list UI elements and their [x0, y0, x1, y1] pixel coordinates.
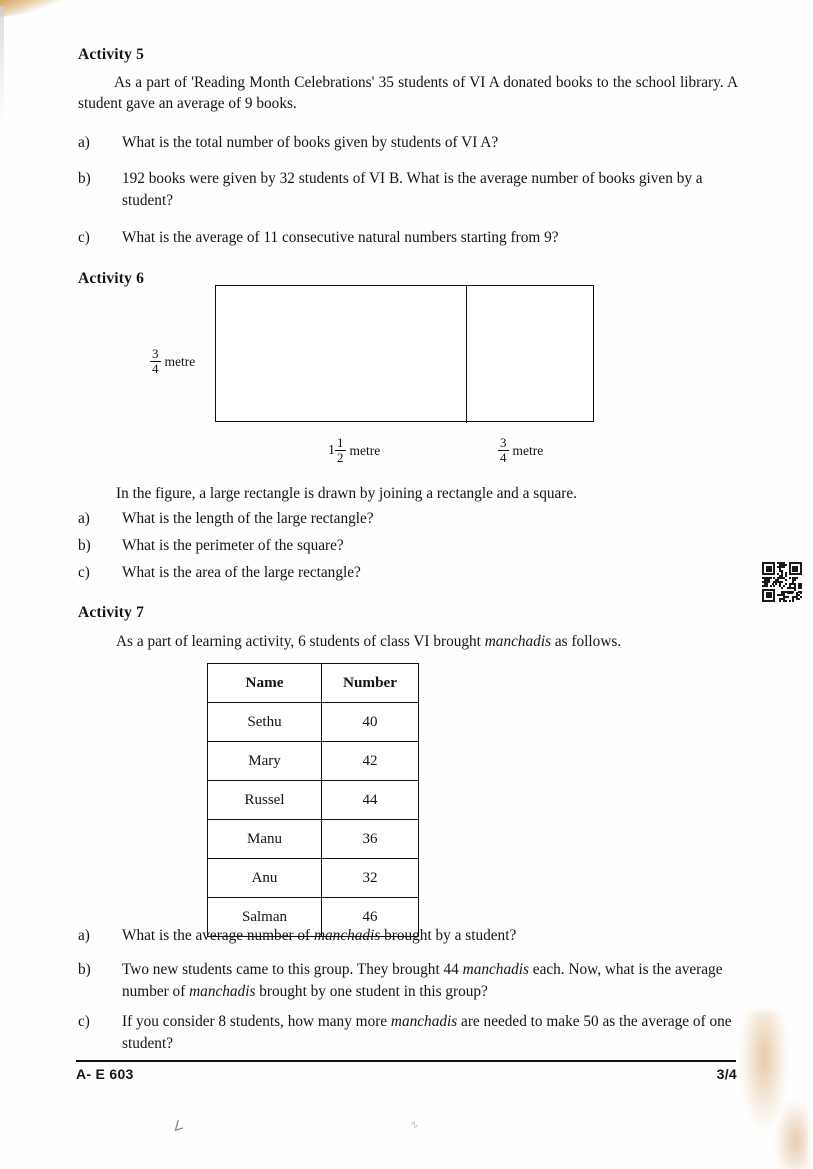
table-row: [208, 820, 419, 859]
activity-7-heading: Activity 7: [78, 604, 145, 621]
activity-7-question-c: [78, 1011, 746, 1054]
activity-6-question-a: [78, 508, 738, 530]
activity-7-question-a: [78, 925, 738, 947]
fraction-three-quarters: $\frac{3}{4}$: [152, 346, 159, 376]
question-label: c): [78, 1013, 90, 1030]
unit-label: metre: [349, 443, 381, 459]
text-run: Two new students came to this group. They brought 44: [122, 961, 463, 978]
question-text: [122, 1011, 746, 1054]
question-text: [122, 925, 738, 947]
cell-number: 44: [322, 781, 419, 820]
cell-number: 46: [322, 898, 419, 937]
cell-number: 42: [322, 742, 419, 781]
question-text: 192 books were given by 32 students of VI B. What is the average number of books given by a student?: [122, 170, 703, 209]
cell-name: Sethu: [208, 703, 322, 742]
unit-label: metre: [164, 354, 196, 370]
question-label: b): [78, 537, 91, 554]
question-text: What is the length of the large rectangle?: [122, 510, 374, 527]
activity-7-question-b: [78, 959, 746, 1002]
emphasized-term: manchadis: [390, 1013, 458, 1030]
text-run: brought by one student in this group?: [255, 982, 488, 1000]
cell-number: 40: [322, 703, 419, 742]
text-run: each. Now, what is the average number of: [122, 961, 723, 1000]
activity-6-question-c: [78, 562, 738, 584]
figure-height-label: [150, 348, 195, 377]
question-text: What is the perimeter of the square?: [122, 537, 344, 554]
emphasized-term: manchadis: [313, 927, 381, 944]
text-run: are needed to make 50 as the average of one student?: [122, 1013, 732, 1052]
large-rectangle-outline: [215, 285, 594, 422]
question-label: c): [78, 229, 90, 246]
manchadis-table: [207, 663, 419, 937]
question-label: b): [78, 170, 91, 187]
fraction-three-quarters: $\frac{3}{4}$: [500, 435, 507, 465]
activity-5-question-c: [78, 227, 738, 249]
activity-6-question-b: [78, 535, 738, 557]
unit-label: metre: [512, 443, 544, 459]
activity-5-question-b: [78, 168, 738, 211]
activity-7-intro-after: as follows.: [551, 633, 622, 650]
stray-pencil-mark: ∠: [169, 1116, 186, 1135]
scan-edge-artifact-left: [0, 6, 4, 126]
scan-stain-bottom-right-secondary: [775, 1099, 809, 1169]
question-text: What is the average of 11 consecutive natural numbers starting from 9?: [122, 229, 559, 246]
activity-5-heading: Activity 5: [78, 46, 145, 63]
question-text: What is the total number of books given by students of VI A?: [122, 134, 499, 151]
footer-divider: [76, 1060, 736, 1062]
cell-number: 36: [322, 820, 419, 859]
cell-name: Russel: [208, 781, 322, 820]
rectangle-square-divider: [466, 285, 467, 423]
figure-left-width-label: [328, 437, 380, 466]
question-label: a): [78, 134, 90, 151]
activity-6-heading: Activity 6: [78, 270, 145, 287]
stray-pencil-mark-secondary: ∿: [408, 1119, 420, 1132]
cell-number: 32: [322, 859, 419, 898]
table-row: [208, 742, 419, 781]
footer-paper-code: A- E 603: [76, 1066, 134, 1082]
table-row: [208, 859, 419, 898]
emphasized-term: manchadis: [462, 961, 529, 978]
activity-6-intro: In the figure, a large rectangle is drawn by joining a rectangle and a square.: [116, 485, 577, 502]
qr-code: [762, 562, 802, 602]
question-label: c): [78, 564, 90, 581]
activity-5-question-a: [78, 132, 738, 154]
activity-7-intro-before: As a part of learning activity, 6 students of class VI brought: [116, 633, 485, 650]
activity-7-intro: [116, 631, 746, 652]
table-body: [208, 703, 419, 937]
cell-name: Anu: [208, 859, 322, 898]
text-run: If you consider 8 students, how many more: [122, 1013, 391, 1030]
fraction-one-half: $\frac{1}{2}$: [337, 435, 344, 465]
text-run: brought by a student?: [380, 927, 517, 944]
question-text: [122, 959, 746, 1002]
column-header-name: Name: [208, 664, 322, 703]
table-row: [208, 781, 419, 820]
column-header-number: Number: [322, 664, 419, 703]
table-row: [208, 703, 419, 742]
activity-5-intro: As a part of 'Reading Month Celebrations' 35 students of VI A donated books to the school library. A student gave an average of 9 books.: [78, 74, 738, 112]
figure-right-width-label: [498, 437, 543, 466]
question-label: a): [78, 510, 90, 527]
scan-edge-artifact-top-left: [0, 0, 68, 21]
cell-name: Manu: [208, 820, 322, 859]
question-label: b): [78, 961, 91, 978]
text-run: What is the average number of: [122, 927, 314, 944]
footer-page-number: 3/4: [716, 1066, 737, 1082]
emphasized-term: manchadis: [189, 982, 256, 1000]
activity-7-intro-italic-term: manchadis: [484, 633, 552, 650]
question-text: What is the area of the large rectangle?: [122, 564, 361, 581]
question-label: a): [78, 927, 90, 944]
whole-number-part: 1: [328, 443, 335, 459]
cell-name: Salman: [208, 898, 322, 937]
table-header-row: [208, 664, 419, 703]
cell-name: Mary: [208, 742, 322, 781]
